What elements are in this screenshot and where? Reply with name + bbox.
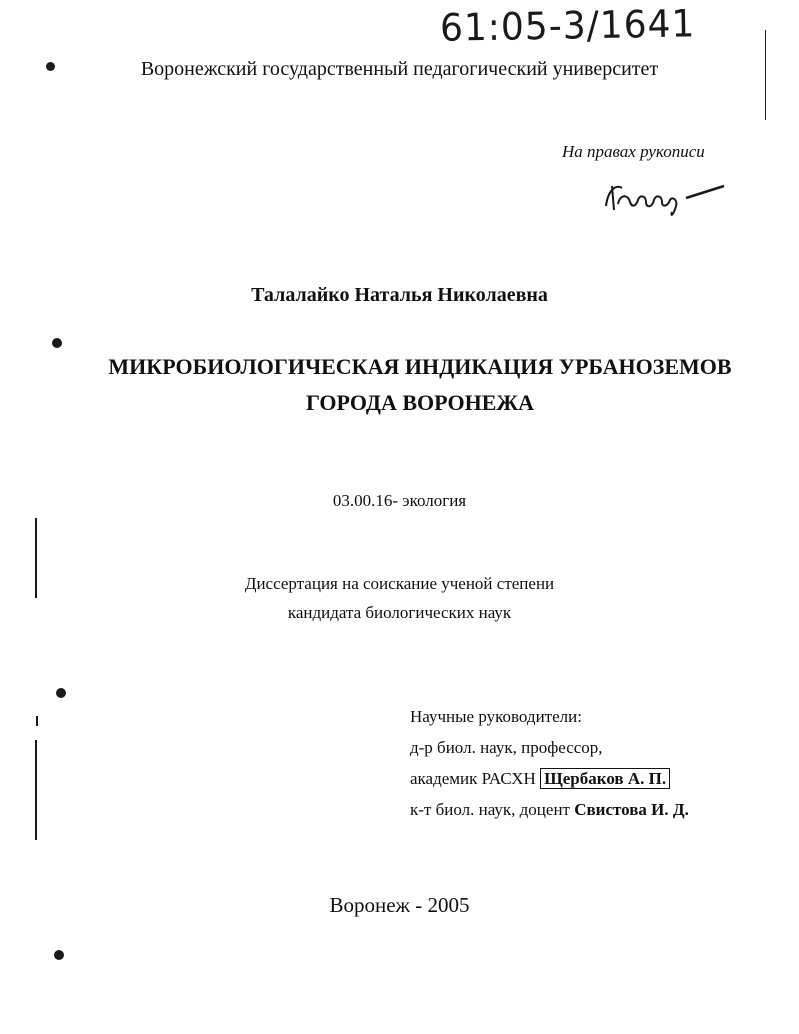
scan-edge-line: [36, 716, 38, 726]
dissertation-title: [100, 349, 740, 421]
punch-hole-mark: [56, 688, 66, 698]
title-line: МИКРОБИОЛОГИЧЕСКАЯ ИНДИКАЦИЯ УРБАНОЗЕМОВ: [108, 354, 732, 379]
supervisor-title: академик РАСХН: [410, 769, 541, 788]
degree-line: кандидата биологических наук: [287, 603, 512, 622]
specialty: 03.00.16- экология: [332, 491, 467, 510]
scan-edge-line: [35, 518, 37, 598]
supervisor-title: к-т биол. наук, доцент: [410, 800, 575, 819]
scan-edge-line: [35, 740, 37, 840]
scan-edge-line: [765, 30, 766, 120]
signature-icon: [600, 176, 730, 222]
signature: [600, 176, 730, 222]
supervisors-block: [410, 701, 689, 825]
supervisor-line: [410, 794, 689, 825]
title-line: ГОРОДА ВОРОНЕЖА: [305, 390, 535, 415]
supervisors-heading: Научные руководители:: [410, 707, 582, 726]
city-year: Воронеж - 2005: [329, 893, 470, 917]
author-name: Талалайко Наталья Николаевна: [251, 284, 548, 306]
degree-statement: [0, 569, 799, 627]
punch-hole-mark: [54, 950, 64, 960]
supervisor-line: [410, 763, 689, 794]
supervisor-name: Щербаков А. П.: [540, 768, 670, 789]
punch-hole-mark: [52, 338, 62, 348]
archive-code: 61:05-3/1641: [439, 2, 696, 51]
supervisor-line: д-р биол. наук, профессор,: [410, 738, 603, 757]
rights-note: На правах рукописи: [562, 142, 705, 161]
punch-hole-mark: [46, 62, 55, 71]
supervisor-name: Свистова И. Д.: [574, 800, 689, 819]
university-name: Воронежский государственный педагогический университет: [140, 58, 659, 80]
degree-line: Диссертация на соискание ученой степени: [244, 574, 555, 593]
